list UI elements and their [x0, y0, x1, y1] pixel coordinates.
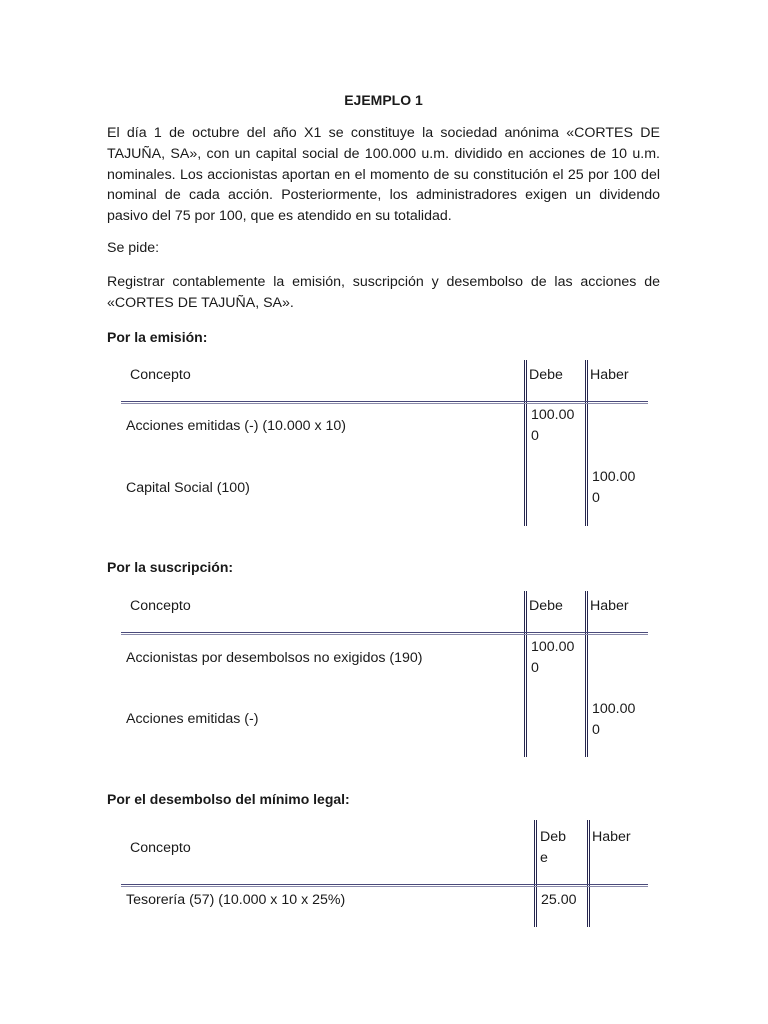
section-heading-emision: Por la emisión:: [107, 329, 208, 345]
column-header-debe: Debe: [529, 598, 563, 614]
header-rule: [121, 632, 648, 635]
row-concepto: Accionistas por desembolsos no exigidos (190): [126, 650, 423, 666]
header-rule: [121, 401, 648, 404]
se-pide-paragraph: Se pide:: [107, 240, 160, 256]
column-header-debe: Debe: [529, 367, 563, 383]
column-header-concepto: Concepto: [130, 367, 191, 383]
row-haber: 100.000: [592, 701, 636, 738]
column-divider: [534, 820, 537, 927]
column-header-haber: Haber: [592, 829, 631, 845]
row-concepto: Capital Social (100): [126, 480, 250, 496]
row-concepto: Acciones emitidas (-) (10.000 x 10): [126, 418, 346, 434]
row-debe: 25.00: [541, 892, 577, 908]
column-header-concepto: Concepto: [130, 840, 191, 856]
task-paragraph: Registrar contablemente la emisión, suscripción y desembolso de las acciones de «CORTES DE TAJUÑA, SA».: [107, 274, 660, 311]
column-header-haber: Haber: [590, 598, 629, 614]
journal-table-desembolso: [121, 820, 661, 927]
document-title: EJEMPLO 1: [344, 92, 423, 108]
column-header-concepto: Concepto: [130, 598, 191, 614]
section-heading-desembolso: Por el desembolso del mínimo legal:: [107, 791, 350, 807]
row-haber: 100.000: [592, 469, 636, 506]
row-debe: 100.000: [531, 407, 575, 444]
column-header-haber: Haber: [590, 367, 629, 383]
intro-paragraph: El día 1 de octubre del año X1 se constituye la sociedad anónima «CORTES DE TAJUÑA, SA», con un capital social de 100.000 u.m. dividido en acciones de 10 u.m. nominales. Los accionistas aportan en el momento de su constitución el 25 por 100 del nominal de cada acción. Posteriormente, los administradores exigen un dividendo pasivo del 75 por 100, que es atendido en su totalidad.: [107, 125, 660, 225]
header-rule: [121, 884, 648, 887]
journal-table-suscripcion: [121, 591, 661, 757]
section-heading-suscripcion: Por la suscripción:: [107, 559, 234, 575]
journal-table-emision: [121, 360, 661, 526]
column-divider: [585, 360, 588, 526]
row-debe: 100.000: [531, 639, 575, 676]
column-header-debe: Debe: [540, 829, 567, 866]
column-divider: [524, 591, 527, 757]
row-concepto: Tesorería (57) (10.000 x 10 x 25%): [126, 892, 346, 908]
column-divider: [587, 820, 590, 927]
column-divider: [524, 360, 527, 526]
row-concepto: Acciones emitidas (-): [126, 711, 259, 727]
column-divider: [585, 591, 588, 757]
